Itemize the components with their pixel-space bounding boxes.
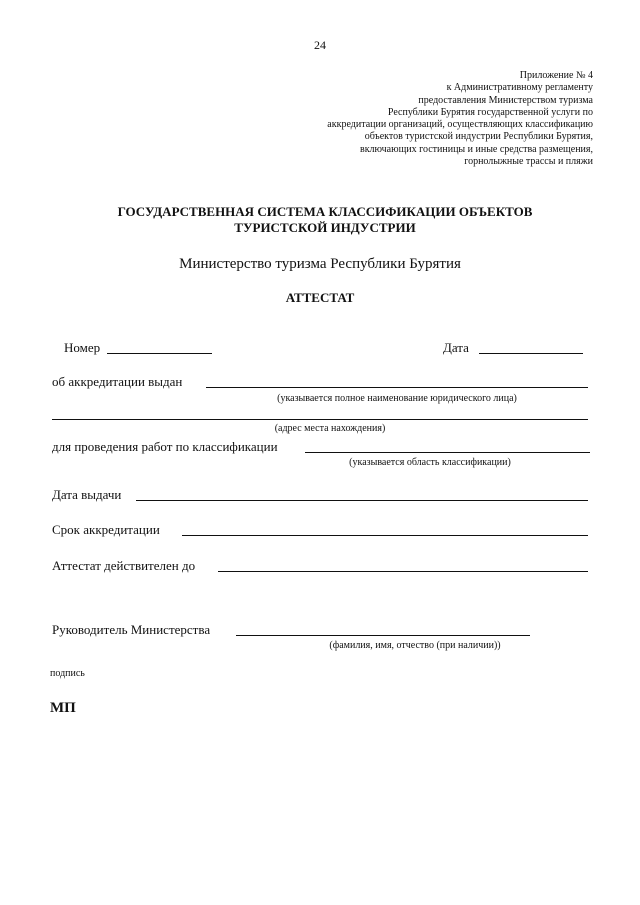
heading-line-1: ГОСУДАРСТВЕННАЯ СИСТЕМА КЛАССИФИКАЦИИ ОБЪЕКТОВ bbox=[117, 204, 533, 219]
signature-label: подпись bbox=[50, 668, 85, 679]
term-field[interactable] bbox=[182, 535, 588, 536]
document-heading bbox=[40, 204, 610, 236]
number-field[interactable] bbox=[107, 353, 212, 354]
classification-field[interactable] bbox=[305, 452, 590, 453]
appendix-line: предоставления Министерством туризма bbox=[418, 94, 593, 106]
head-hint: (фамилия, имя, отчество (при наличии)) bbox=[329, 640, 501, 651]
heading-line-2: ТУРИСТСКОЙ ИНДУСТРИИ bbox=[234, 220, 416, 235]
appendix-line: Республики Бурятия государственной услуги по bbox=[387, 106, 593, 118]
appendix-line: Приложение № 4 bbox=[519, 70, 593, 81]
valid-until-label: Аттестат действителен до bbox=[52, 558, 196, 573]
head-field[interactable] bbox=[236, 635, 530, 636]
valid-until-field[interactable] bbox=[218, 571, 588, 572]
appendix-block bbox=[253, 70, 593, 168]
classification-label: для проведения работ по классификации bbox=[52, 439, 278, 454]
document-title: АТТЕСТАТ bbox=[285, 290, 355, 305]
appendix-line: аккредитации организаций, осуществляющих классификацию bbox=[327, 119, 593, 131]
issued-field[interactable] bbox=[206, 387, 588, 388]
head-label: Руководитель Министерства bbox=[52, 622, 211, 637]
appendix-line: горнолыжные трассы и пляжи bbox=[464, 156, 593, 168]
appendix-line: к Административному регламенту bbox=[446, 82, 593, 94]
ministry-name: Министерство туризма Республики Бурятия bbox=[179, 256, 461, 272]
address-hint: (адрес места нахождения) bbox=[274, 423, 386, 434]
date-label: Дата bbox=[443, 340, 469, 355]
appendix-line: включающих гостиницы и иные средства размещения, bbox=[359, 143, 593, 155]
address-field[interactable] bbox=[52, 419, 588, 420]
number-label: Номер bbox=[64, 340, 101, 355]
stamp-label: МП bbox=[50, 700, 76, 716]
issue-date-label: Дата выдачи bbox=[52, 487, 122, 502]
classification-hint: (указывается область классификации) bbox=[349, 457, 511, 468]
issue-date-field[interactable] bbox=[136, 500, 588, 501]
term-label: Срок аккредитации bbox=[52, 522, 160, 537]
issued-label: об аккредитации выдан bbox=[52, 374, 183, 389]
issued-hint: (указывается полное наименование юридического лица) bbox=[277, 393, 517, 404]
page-number: 24 bbox=[314, 38, 326, 52]
date-field[interactable] bbox=[479, 353, 583, 354]
appendix-line: объектов туристской индустрии Республики Бурятия, bbox=[364, 131, 593, 143]
